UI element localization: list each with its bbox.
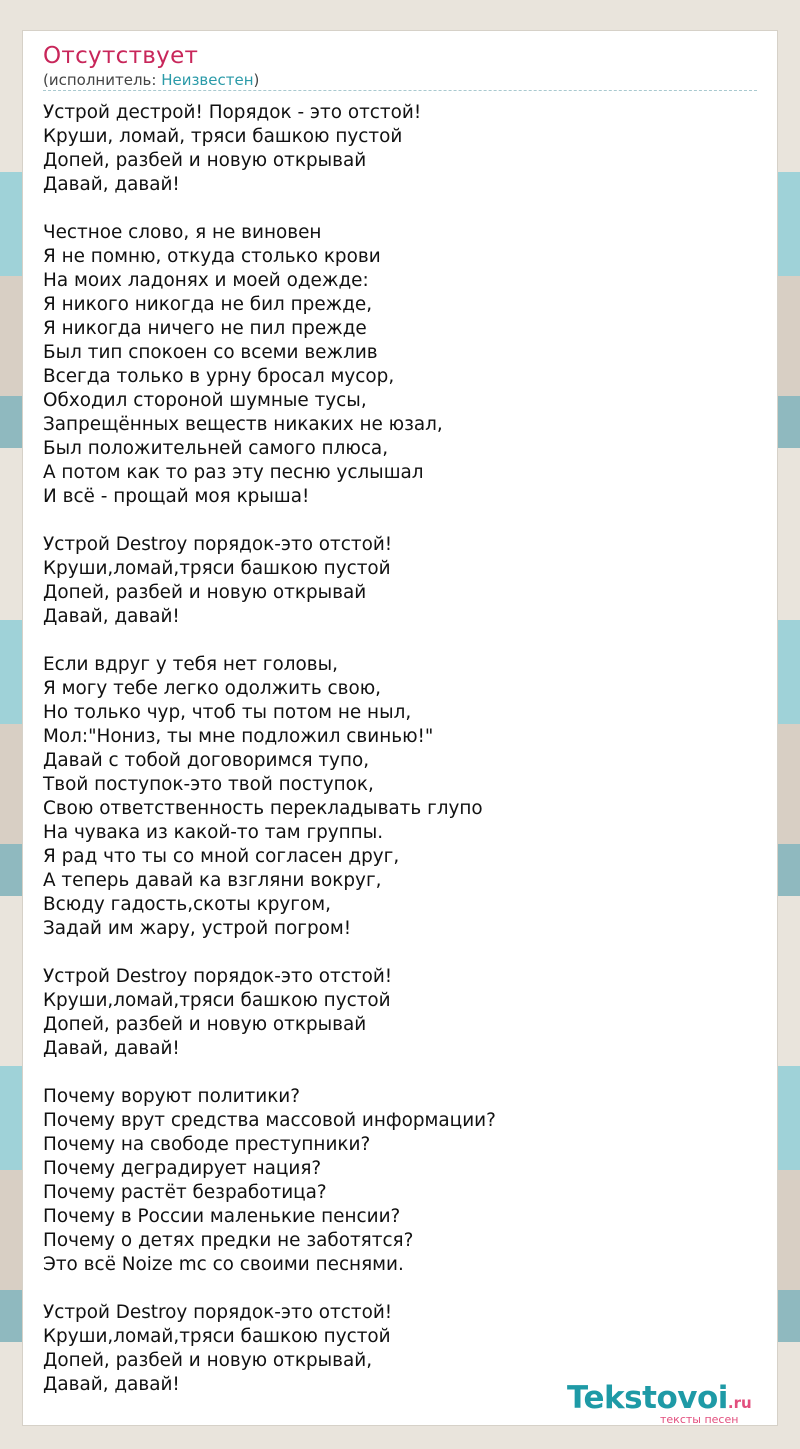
lyric-line: Я могу тебе легко одолжить свою, bbox=[43, 678, 382, 699]
lyric-line: Круши, ломай, тряси башкою пустой bbox=[43, 126, 403, 147]
lyric-line: Давай, давай! bbox=[43, 1038, 180, 1059]
lyric-line: Давай, давай! bbox=[43, 606, 180, 627]
artist-line bbox=[43, 71, 259, 89]
lyric-line: Устрой Destroy порядок-это отстой! bbox=[43, 534, 393, 555]
lyric-line: Почему врут средства массовой информации? bbox=[43, 1110, 496, 1131]
site-logo[interactable] bbox=[567, 1380, 752, 1426]
lyric-line bbox=[43, 509, 763, 533]
lyric-line: Почему растёт безработица? bbox=[43, 1182, 327, 1203]
song-title: Отсутствует bbox=[43, 43, 199, 69]
lyric-line: А потом как то раз эту песню услышал bbox=[43, 462, 424, 483]
lyric-line: Честное слово, я не виновен bbox=[43, 222, 322, 243]
lyric-line: Это всё Noize mc со своими песнями. bbox=[43, 1254, 404, 1275]
lyric-line bbox=[43, 197, 763, 221]
lyric-line: Круши,ломай,тряси башкою пустой bbox=[43, 1326, 391, 1347]
artist-link[interactable]: Неизвестен bbox=[161, 71, 254, 89]
lyric-line: И всё - прощай моя крыша! bbox=[43, 486, 310, 507]
lyric-line: Давай, давай! bbox=[43, 174, 180, 195]
lyric-line: Допей, разбей и новую открывай, bbox=[43, 1350, 373, 1371]
lyric-line: Задай им жару, устрой погром! bbox=[43, 918, 352, 939]
lyric-line: Устрой дестрой! Порядок - это отстой! bbox=[43, 102, 422, 123]
lyric-line: Почему на свободе преступники? bbox=[43, 1134, 371, 1155]
lyric-line: Круши,ломай,тряси башкою пустой bbox=[43, 990, 391, 1011]
lyric-line: Я не помню, откуда столько крови bbox=[43, 246, 381, 267]
artist-suffix: ) bbox=[253, 71, 260, 89]
lyric-line bbox=[43, 629, 763, 653]
lyric-line: На моих ладонях и моей одежде: bbox=[43, 270, 369, 291]
title-separator bbox=[43, 90, 757, 91]
lyric-line: Давай с тобой договоримся тупо, bbox=[43, 750, 370, 771]
lyric-line: Но только чур, чтоб ты потом не ныл, bbox=[43, 702, 412, 723]
artist-prefix: (исполнитель: bbox=[43, 71, 162, 89]
lyric-line bbox=[43, 941, 763, 965]
lyric-line: Давай, давай! bbox=[43, 1374, 180, 1395]
lyrics-card bbox=[22, 30, 778, 1426]
lyric-line: Устрой Destroy порядок-это отстой! bbox=[43, 1302, 393, 1323]
lyric-line: Я никого никогда не бил прежде, bbox=[43, 294, 373, 315]
lyric-line: Устрой Destroy порядок-это отстой! bbox=[43, 966, 393, 987]
lyrics-text bbox=[43, 101, 763, 1397]
lyric-line: Обходил стороной шумные тусы, bbox=[43, 390, 367, 411]
lyric-line: Свою ответственность перекладывать глупо bbox=[43, 798, 483, 819]
lyric-line: На чувака из какой-то там группы. bbox=[43, 822, 384, 843]
lyric-line: Запрещённых веществ никаких не юзал, bbox=[43, 414, 443, 435]
lyric-line bbox=[43, 1277, 763, 1301]
lyric-line: Мол:"Нониз, ты мне подложил свинью!" bbox=[43, 726, 434, 747]
lyric-line: Я никогда ничего не пил прежде bbox=[43, 318, 367, 339]
lyric-line: Всегда только в урну бросал мусор, bbox=[43, 366, 395, 387]
lyric-line: Почему в России маленькие пенсии? bbox=[43, 1206, 401, 1227]
lyric-line: Почему деградирует нация? bbox=[43, 1158, 322, 1179]
lyric-line bbox=[43, 1061, 763, 1085]
logo-tagline: тексты песен bbox=[660, 1413, 739, 1426]
lyric-line: Допей, разбей и новую открывай bbox=[43, 582, 367, 603]
lyric-line: Если вдруг у тебя нет головы, bbox=[43, 654, 338, 675]
lyric-line: Твой поступок-это твой поступок, bbox=[43, 774, 374, 795]
lyric-line: Был положительней самого плюса, bbox=[43, 438, 389, 459]
lyric-line: Я рад что ты со мной согласен друг, bbox=[43, 846, 400, 867]
lyric-line: Допей, разбей и новую открывай bbox=[43, 150, 367, 171]
lyric-line: Круши,ломай,тряси башкою пустой bbox=[43, 558, 391, 579]
lyric-line: Почему воруют политики? bbox=[43, 1086, 301, 1107]
logo-tld: .ru bbox=[727, 1394, 752, 1412]
lyric-line: Допей, разбей и новую открывай bbox=[43, 1014, 367, 1035]
lyric-line: Всюду гадость,скоты кругом, bbox=[43, 894, 331, 915]
logo-name: Tekstovoi bbox=[567, 1380, 728, 1416]
lyric-line: Был тип спокоен со всеми вежлив bbox=[43, 342, 378, 363]
lyric-line: Почему о детях предки не заботятся? bbox=[43, 1230, 414, 1251]
lyric-line: А теперь давай ка взгляни вокруг, bbox=[43, 870, 382, 891]
